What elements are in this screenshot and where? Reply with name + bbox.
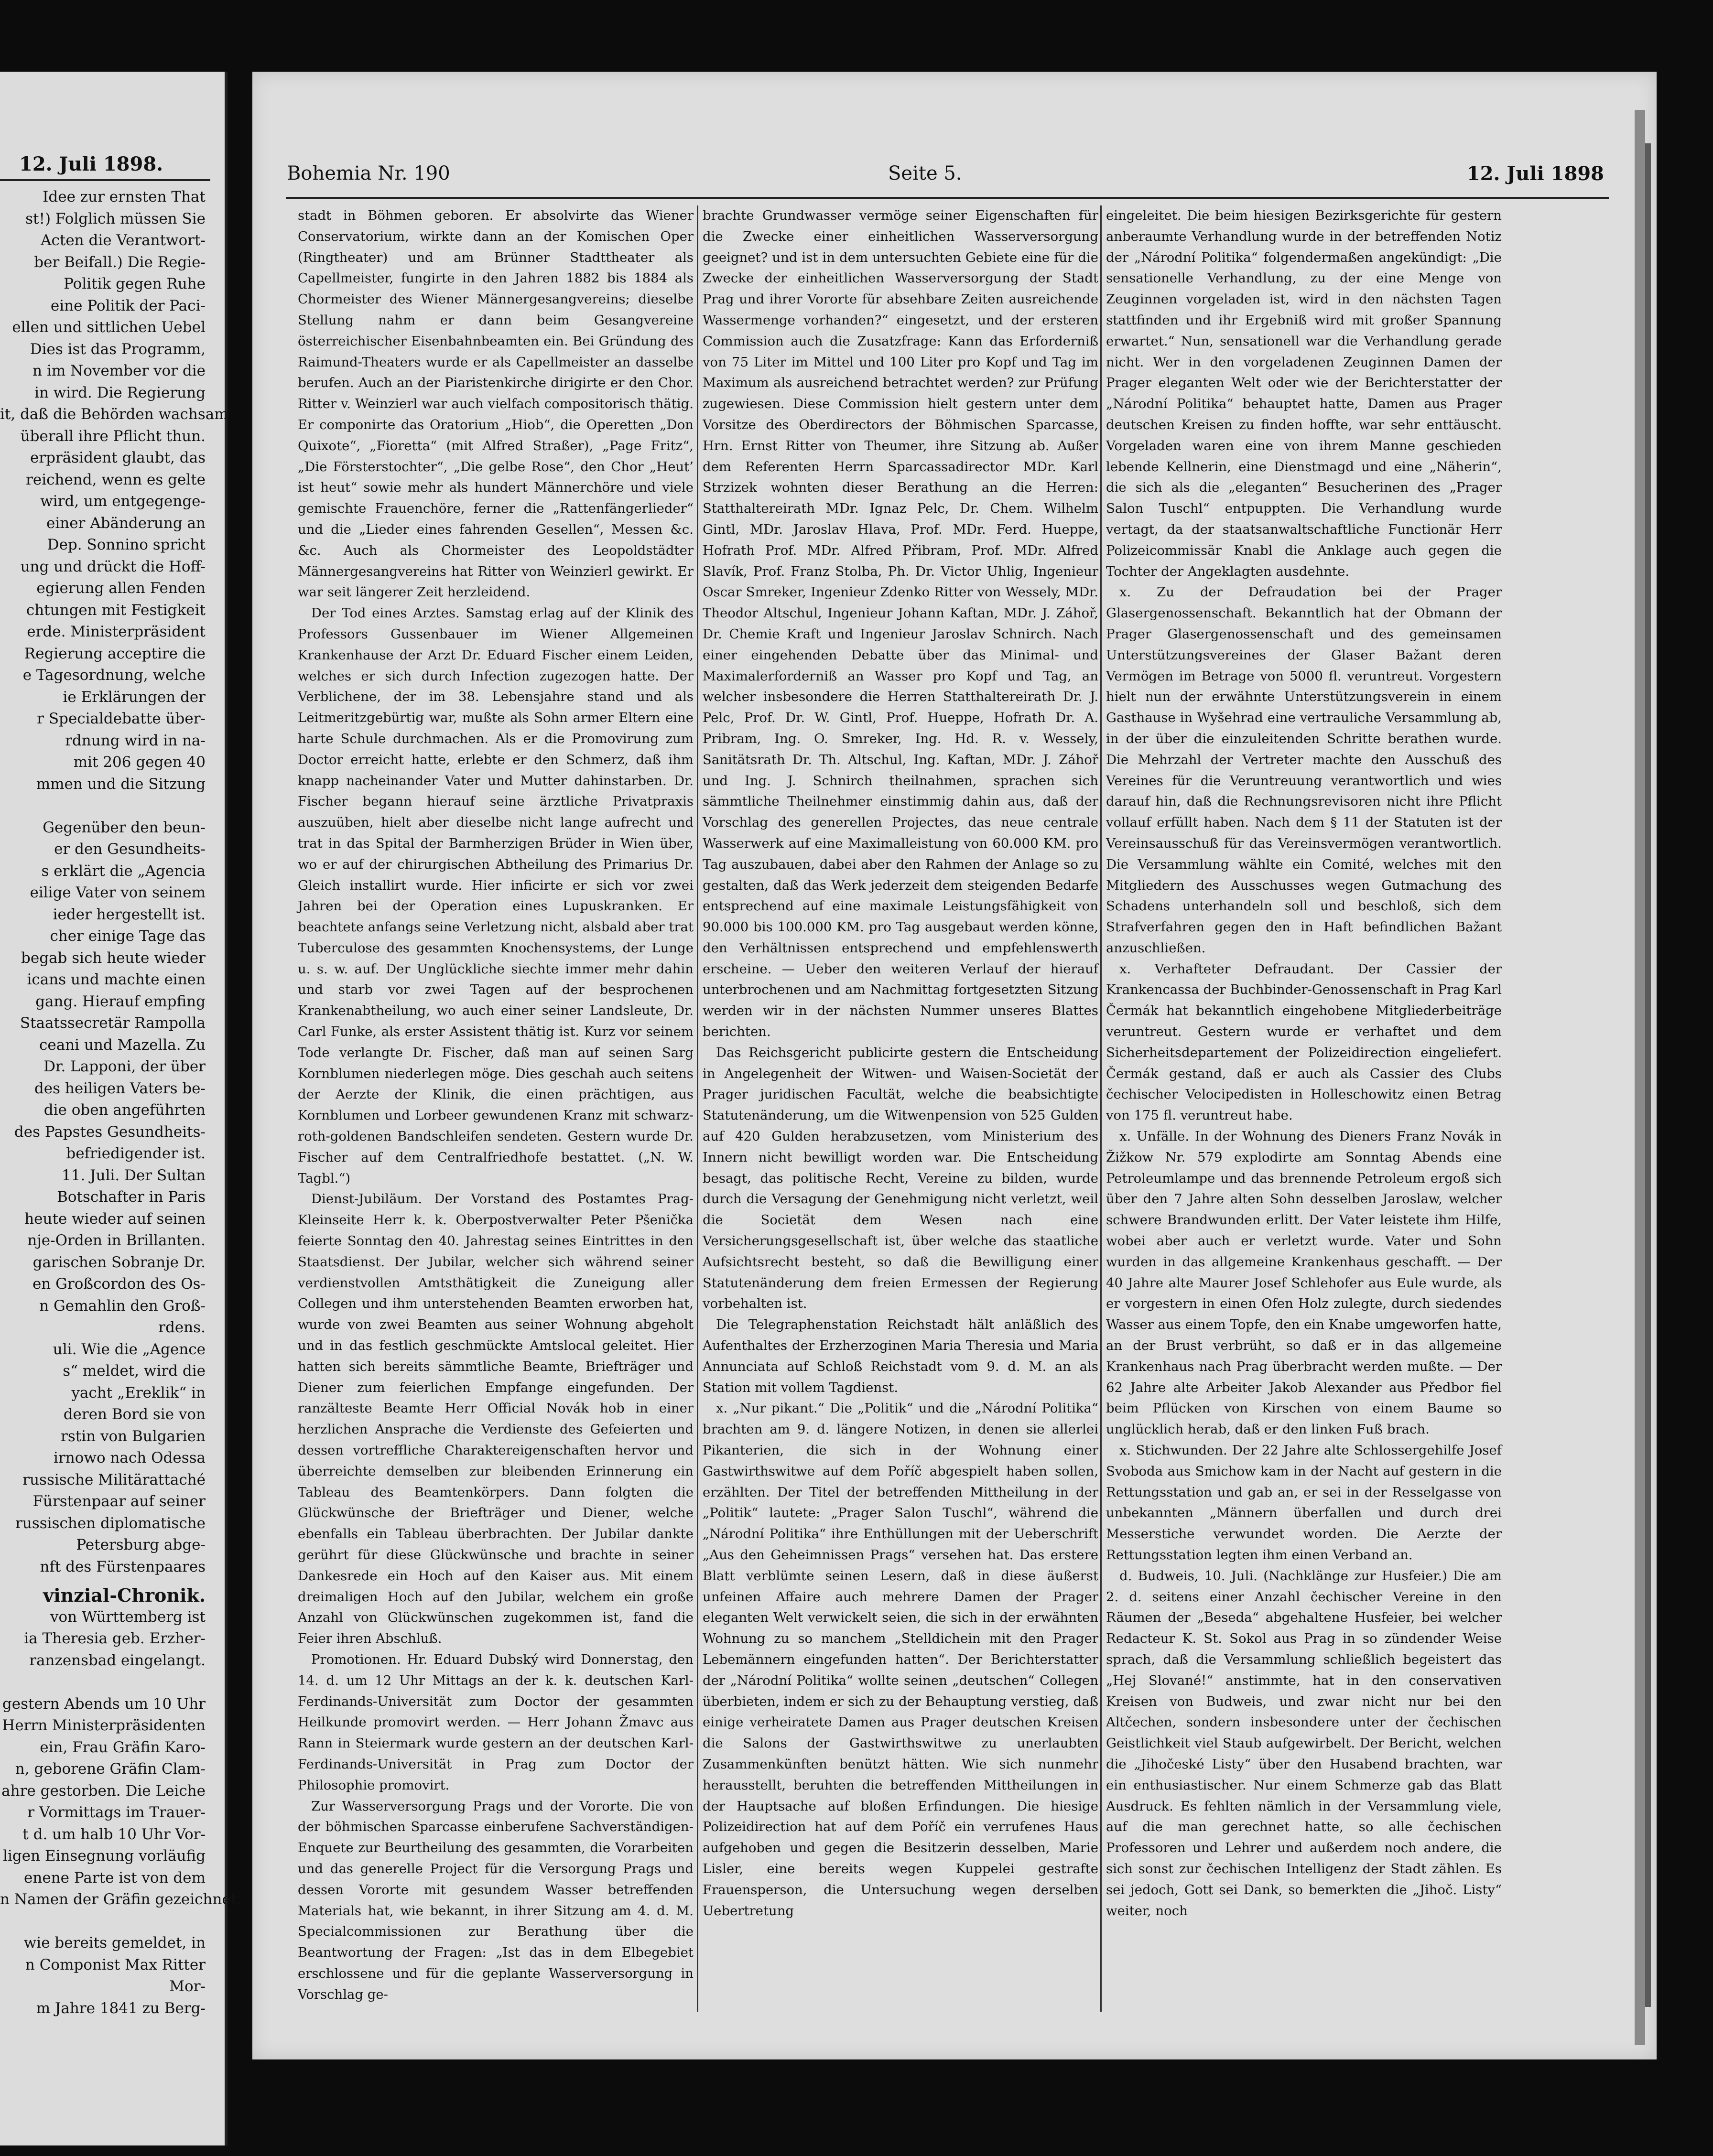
text-line: uli. Wie die „Agence <box>53 1340 206 1358</box>
article-paragraph: eingeleitet. Die beim hiesigen Bezirksgerichte für gestern anberaumte Verhandlung wurde in der betreffenden Notiz der „Národní Politika“ folgendermaßen angekündigt: „Die sensationelle Verhandlung, zu der eine Menge von Zeuginnen vorgeladen ist, wird in den nächsten Tagen stattfinden und ihr Ergebniß wird mit großer Spannung erwartet.“ Nun, sensationell war die Verhandlung gerade nicht. Wer in den vorgeladenen Zeuginnen Damen der Prager eleganten Welt oder wie der Berichterstatter der „Národní Politika“ behauptet hatte, Damen aus Prager deutschen Kreisen zu finden hoffte, war sehr enttäuscht. Vorgeladen waren eine von ihrem Manne geschieden lebende Kellnerin, eine Dienstmagd und eine „Näherin“, die sich als die „eleganten“ Besucherinen des „Prager Salon Tuschl“ entpuppten. Die Verhandlung wurde vertagt, da der staatsanwaltschaftliche Functionär Herr Polizeicommissär Knabl die Anklage auch gegen die Tochter der Angeklagten ausdehnte. <box>1106 208 1502 579</box>
text-line: russische Militärattaché <box>22 1471 206 1488</box>
text-line: ahre gestorben. Die Leiche <box>1 1782 206 1800</box>
text-line <box>0 1671 206 1693</box>
text-line: ceani und Mazella. Zu <box>39 1036 206 1054</box>
article-paragraph: x. Stichwunden. Der 22 Jahre alte Schlossergehilfe Josef Svoboda aus Smichow kam in der Nacht auf gestern in die Rettungsstation und gab an, er sei in der Resselgasse von unbekannten „Männern überfallen und durch drei Messerstiche verwundet worden. Die Aerzte der Rettungsstation legten ihm einen Verband an. <box>1106 1443 1502 1563</box>
text-line: icans und machte einen <box>27 971 206 988</box>
previous-page-fragment <box>0 72 242 2145</box>
text-line: erpräsident glaubt, das <box>30 449 206 466</box>
text-line: ie Erklärungen der <box>63 688 206 706</box>
text-line: ia Theresia geb. Erzher- <box>24 1630 206 1647</box>
text-line: ung und drückt die Hoff- <box>20 558 206 575</box>
text-line: heute wieder auf seinen <box>24 1210 206 1228</box>
column-divider <box>697 205 698 2012</box>
text-line: cher einige Tage das <box>50 927 206 945</box>
text-line: st!) Folglich müssen Sie <box>25 210 206 227</box>
text-line: er den Gesundheits- <box>54 841 206 858</box>
text-line: Herrn Ministerpräsidenten <box>2 1717 206 1734</box>
text-line: erde. Ministerpräsident <box>27 623 206 640</box>
text-line <box>0 795 206 817</box>
article-paragraph: Zur Wasserversorgung Prags und der Vororte. Die von der böhmischen Sparcasse einberufene Sachverständigen-Enquete zur Beurtheilung des gesammten, die Vorarbeiten und das generelle Project für die Versorgung Prags und dessen Vororte mit gesundem Wasser betreffenden Materials hat, wie bekannt, in ihrer Sitzung am 4. d. M. Specialcommissionen zur Berathung über die Beantwortung der Fragen: „Ist das in dem Elbegebiet erschlossene und für die geplante Wasserversorgung in Vorschlag ge- <box>298 1798 694 2002</box>
running-head <box>252 162 1657 191</box>
text-line: Acten die Verantwort- <box>41 232 206 249</box>
article-paragraph: x. Unfälle. In der Wohnung des Dieners Franz Novák in Žižkow Nr. 579 explodirte am Sonntag Abends eine Petroleumlampe und das brennende Petroleum ergoß sich über den 7 Jahre alten Sohn desselben Jaroslaw, welcher schwere Brandwunden erlitt. Der Vater leistete ihm Hilfe, wobei aber auch er verletzt wurde. Vater und Sohn wurden in das allgemeine Krankenhaus geschafft. — Der 40 Jahre alte Maurer Josef Schlehofer aus Eule wurde, als er vorgestern in einen Ofen Holz zulegte, durch siedendes Wasser aus einem Topfe, den ein Knabe umgeworfen hatte, an der Brust verbrüht, so daß er in das allgemeine Krankenhaus nach Prag überbracht werden mußte. — Der 62 Jahre alte Arbeiter Jakob Alexander aus Předbor fiel beim Pflücken von Kirschen von einem Baume so unglücklich herab, daß er den linken Fuß brach. <box>1106 1129 1502 1437</box>
text-line: nje-Orden in Brillanten. <box>27 1232 206 1249</box>
text-line: des heiligen Vaters be- <box>34 1079 206 1097</box>
text-line: eilige Vater von seinem <box>30 884 206 901</box>
text-line: n, geborene Gräfin Clam- <box>15 1760 206 1778</box>
previous-page-column <box>0 186 242 2019</box>
header-rule <box>286 197 1609 199</box>
paper-title: Bohemia Nr. 190 <box>287 162 450 184</box>
text-line: ber Beifall.) Die Regie- <box>34 253 206 271</box>
text-line: des Papstes Gesundheits- <box>14 1123 206 1141</box>
text-line: Regierung acceptire die <box>24 645 206 662</box>
text-line: rdnung wird in na- <box>65 732 206 749</box>
text-line: von Württemberg ist <box>50 1608 206 1626</box>
text-line: r Vormittags im Trauer- <box>27 1804 206 1821</box>
text-line: yacht „Ereklik“ in <box>71 1384 206 1401</box>
article-paragraph: x. „Nur pikant.“ Die „Politik“ und die „Národní Politika“ brachten am 9. d. längere Notizen, in denen sie allerlei Pikanterien, die sich in der Wohnung einer Gastwirthswitwe auf dem Poříč abgespielt haben sollen, erzählten. Der Titel der betreffenden Mittheilung in der „Politik“ lautete: „Prager Salon Tuschl“, während die „Národní Politika“ ihre Enthüllungen mit der Ueberschrift „Aus den Geheimnissen Prags“ versehen hat. Das erstere Blatt verblümte seinen Lesern, daß in diese äußerst unfeinen Affaire auch mehrere Damen der Prager eleganten Welt verwickelt seien, die sich in der erwähnten Wohnung zu so manchem „Stelldichein mit den Prager Lebemännern eingefunden hatten“. Der Berichterstatter der „Národní Politika“ wollte seinen „deutschen“ Collegen überbieten, indem er sich zu der Behauptung verstieg, daß einige verheiratete Damen aus Prager deutschen Kreisen die Salons der Gastwirthswitwe zu unerlaubten Zusammenkünften benützt hätten. Wie sich nunmehr herausstellt, beruhten die betreffenden Mittheilungen in der Hauptsache auf bloßen Erfindungen. Die hiesige Polizeidirection hat auf dem Poříč ein verrufenes Haus aufgehoben und gegen die Besitzerin desselben, Marie Lisler, eine bereits wegen Kuppelei gestrafte Frauensperson, die Untersuchung wegen derselben Uebertretung <box>703 1401 1098 1919</box>
text-line: deren Bord sie von <box>63 1406 206 1423</box>
text-line: wird, um entgegenge- <box>40 493 206 510</box>
text-line: n Gemahlin den Groß- <box>39 1297 206 1315</box>
text-line: Petersburg abge- <box>76 1536 206 1553</box>
page-stack-edge <box>1645 143 1651 2007</box>
article-paragraph: Die Telegraphenstation Reichstadt hält anläßlich des Aufenthaltes der Erzherzoginen Maria Theresia und Maria Annunciata auf Schloß Reichstadt vom 9. d. M. an als Station mit vollem Tagdienst. <box>703 1317 1098 1395</box>
text-line: s“ meldet, wird die <box>63 1362 206 1380</box>
article-paragraph: stadt in Böhmen geboren. Er absolvirte das Wiener Conservatorium, wirkte dann an der Komischen Oper (Ringtheater) und am Brünner Stadttheater als Capellmeister, fungirte in den Jahren 1882 bis 1884 als Chormeister des Wiener Männergesangvereins; dieselbe Stellung nahm er dann beim Gesangvereine österreichischer Eisenbahnbeamten ein. Bei Gründung des Raimund-Theaters wurde er als Capellmeister an dasselbe berufen. Auch an der Piaristenkirche dirigirte er den Chor. Ritter v. Weinzierl war auch vielfach compositorisch thätig. Er componirte das Oratorium „Hiob“, die Operetten „Don Quixote“, „Fioretta“ (mit Alfred Straßer), „Page Fritz“, „Die Försterstochter“, „Die gelbe Rose“, den Chor „Heut’ ist heut“ sowie mehr als hundert Männerchöre und viele gemischte Frauenchöre, ferner die „Rattenfängerlieder“ und die „Lieder eines fahrenden Gesellen“, Messen &c. &c. Auch als Chormeister des Leopoldstädter Männergesangvereins hat Ritter von Weinzierl gewirkt. Er war seit längerer Zeit herzleidend. <box>298 208 694 600</box>
article-paragraph: brachte Grundwasser vermöge seiner Eigenschaften für die Zwecke einer einheitlichen Wasserversorgung geeignet? und ist in dem untersuchten Gebiete eine für die Zwecke der einheitlichen Wasserversorgung der Stadt Prag und ihrer Vororte für absehbare Zeiten ausreichende Wassermenge vorhanden?“ eingesetzt, und der ersteren Commission auch die Zusatzfrage: Kann das Erforderniß von 75 Liter im Mittel und 100 Liter pro Kopf und Tag im Maximum als ausreichend betrachtet werden? zur Prüfung zugewiesen. Diese Commission hielt gestern unter dem Vorsitze des Oberdirectors der Böhmischen Sparcasse, Hrn. Ernst Ritter von Theumer, ihre Sitzung ab. Außer dem Referenten Herrn Sparcassadirector MDr. Karl Strzizek wohnten dieser Berathung an die Herren: Statthaltereirath MDr. Ignaz Pelc, Dr. Chem. Wilhelm Gintl, MDr. Jaroslav Hlava, Prof. MDr. Ferd. Hueppe, Hofrath Prof. MDr. Alfred Přibram, Prof. MDr. Alfred Slavík, Prof. Franz Stolba, Ph. Dr. Victor Uhlig, Ingenieur Oscar Smreker, Ingenieur Zdenko Ritter von Wessely, MDr. Theodor Altschul, Ingenieur Johann Kaftan, MDr. J. Záhoř, Dr. Chemie Kraft und Ingenieur Jaroslav Schnirch. Nach einer eingehenden Debatte über das Minimal- und Maximalerforderniß an Wasser pro Kopf und Tag, an welcher insbesondere die Herren Statthaltereirath Dr. J. Pelc, Prof. Dr. W. Gintl, Prof. Hueppe, Hofrath Dr. A. Pribram, Ing. O. Smreker, Ing. Hd. R. v. Wessely, Sanitätsrath Dr. Th. Altschul, Ing. Kaftan, MDr. J. Záhoř und Ing. J. Schnirch theilnahmen, sprachen sich sämmtliche Theilnehmer einstimmig dahin aus, daß der Vorschlag des generellen Projectes, das neue centrale Wasserwerk auf eine Maximalleistung von 60.000 KM. pro Tag auszubauen, dabei aber den Rahmen der Anlage so zu gestalten, daß das Werk jederzeit dem steigenden Bedarfe entsprechend auf eine maximale Leistungsfähigkeit von 90.000 bis 100.000 KM. pro Tag ausgebaut werden könne, den Verhältnissen entsprechend und empfehlenswerth erscheine. — Ueber den weiteren Verlauf der hierauf unterbrochenen und am Nachmittag fortgesetzten Sitzung werden wir in der nächsten Nummer unseres Blattes berichten. <box>703 208 1098 1040</box>
text-line: ranzensbad eingelangt. <box>29 1651 206 1669</box>
text-line: Politik gegen Ruhe <box>64 275 206 292</box>
text-line: enene Parte ist von dem <box>24 1869 206 1886</box>
text-line <box>0 1911 206 1933</box>
column-2 <box>703 205 1098 2021</box>
text-line: gang. Hierauf empfing <box>35 992 206 1010</box>
article-paragraph: Das Reichsgericht publicirte gestern die Entscheidung in Angelegenheit der Witwen- und Waisen-Societät der Prager juridischen Facultät, welche die beabsichtigte Statutenänderung, um die Witwenpension von 525 Gulden auf 420 Gulden herabzusetzen, vom Ministerium des Innern nicht bewilligt worden war. Die Entscheidung besagt, das politische Recht, Vereine zu bilden, wurde durch die Versagung der Genehmigung nicht verletzt, weil die Societät dem Wesen nach eine Versicherungsgesellschaft ist, über welche das staatliche Aufsichtsrecht besteht, so daß die Bewilligung einer Statutenänderung dem freien Ermessen der Regierung vorbehalten ist. <box>703 1045 1098 1312</box>
text-line: egierung allen Fenden <box>36 580 206 597</box>
text-line: irnowo nach Odessa <box>54 1449 206 1466</box>
column-divider <box>1100 205 1102 2012</box>
article-paragraph: x. Verhafteter Defraudant. Der Cassier der Krankencassa der Buchbinder-Genossenschaft in Prag Karl Čermák hat bekanntlich eingehobene Mitgliederbeiträge veruntreut. Gestern wurde er verhaftet und dem Sicherheitsdepartement der Polizeidirection eingeliefert. Čermák gestand, daß er auch als Cassier des Clubs čechischer Velocipedisten in Holleschowitz einen Betrag von 175 fl. veruntreut habe. <box>1106 961 1502 1123</box>
text-line: Dep. Sonnino spricht <box>47 536 206 553</box>
text-line: garischen Sobranje Dr. <box>33 1253 206 1271</box>
article-paragraph: x. Zu der Defraudation bei der Prager Glasergenossenschaft. Bekanntlich hat der Obmann der Prager Glasergenossenschaft und des gemeinsamen Unterstützungsvereines der Glaser Bažant deren Vermögen im Betrage von 5000 fl. veruntreut. Vorgestern hielt nun der erwähnte Unterstützungsverein in einem Gasthause in Wyšehrad eine vertrauliche Versammlung ab, in der über die einzuleitenden Schritte berathen wurde. Die Mehrzahl der Vertreter machte den Ausschuß des Vereines für die Veruntreuung verantwortlich und wies darauf hin, daß die Rechnungsrevisoren nicht ihre Pflicht vollauf erfüllt haben. Nach dem § 11 der Statuten ist der Vereinsausschuß für das Vereinsvermögen verantwortlich. Die Versammlung wählte ein Comité, welches mit den Mitgliedern des Ausschusses wegen Gutmachung des Schadens unterhandeln soll und beschloß, sich dem Strafverfahren gegen den in Haft befindlichen Bažant anzuschließen. <box>1106 584 1502 956</box>
text-line: r Specialdebatte über- <box>37 710 206 727</box>
text-line: einer Abänderung an <box>46 514 206 532</box>
text-line: rstin von Bulgarien <box>61 1427 206 1445</box>
text-line: Dr. Lapponi, der über <box>43 1058 206 1075</box>
page-stack-edge <box>1635 110 1645 2045</box>
text-line: mit 206 gegen 40 <box>73 754 206 771</box>
text-line: wie bereits gemeldet, in <box>23 1934 206 1951</box>
previous-page-date: 12. Juli 1898. <box>19 153 163 175</box>
text-line: Gegenüber den beun- <box>43 819 206 836</box>
text-line: russischen diplomatische <box>15 1514 206 1532</box>
text-line: eine Politik der Paci- <box>50 297 206 314</box>
article-paragraph: Dienst-Jubiläum. Der Vorstand des Postamtes Prag-Kleinseite Herr k. k. Oberpostverwalter Peter Pšenička feierte Sonntag den 40. Jahrestag seines Eintrittes in den Staatsdienst. Der Jubilar, welcher sich während seiner verdienstvollen Amtsthätigkeit die Zuneigung aller Collegen und ihm unterstehenden Beamten erworben hat, wurde von zwei Beamten aus seiner Wohnung abgeholt und in das festlich geschmückte Amtslocal geleitet. Hier hatten sich bereits sämmtliche Beamte, Briefträger und Diener zum feierlichen Empfange eingefunden. Der ranzälteste Beamte Herr Official Novák hob in einer herzlichen Ansprache die Verdienste des Gefeierten und dessen vortreffliche Charaktereigenschaften hervor und überreichte demselben zur bleibenden Erinnerung ein Tableau des Beamtenkörpers. Dann folgten die Glückwünsche der Briefträger und Diener, welche ebenfalls ein Tableau überbrachten. Der Jubilar dankte gerührt für diese Glückwünsche und brachte in seiner Dankesrede ein Hoch auf den Kaiser aus. Mit einem dreimaligen Hoch auf den Jubilar, welchem ein große Anzahl von Glückwünschen zugekommen ist, fand die Feier ihren Abschluß. <box>298 1191 694 1647</box>
text-line: chtungen mit Festigkeit <box>26 601 206 619</box>
text-line: ligen Einsegnung vorläufig <box>3 1847 206 1865</box>
text-line: gestern Abends um 10 Uhr <box>2 1695 206 1713</box>
text-line: die oben angeführten <box>43 1101 206 1119</box>
text-line: m Jahre 1841 zu Berg- <box>36 1999 206 2017</box>
text-line: it, daß die Behörden wachsam <box>0 406 228 423</box>
text-line: Fürstenpaar auf seiner <box>33 1493 206 1510</box>
text-line: überall ihre Pflicht thun. <box>20 427 206 445</box>
previous-page-header-rule <box>0 179 210 181</box>
article-paragraph: Der Tod eines Arztes. Samstag erlag auf der Klinik des Professors Gussenbauer im Wiener Allgemeinen Krankenhause der Arzt Dr. Eduard Fischer einem Leiden, welches er sich durch Infection zugezogen hatte. Der Verblichene, der im 38. Lebensjahre stand und als Leitmeritzgebürtig war, mußte als Sohn armer Eltern eine harte Schule durchmachen. Als er die Promovirung zum Doctor erreicht hatte, erlebte er den Schmerz, daß ihm knapp nacheinander Vater und Mutter dahinstarben. Dr. Fischer begann hierauf seine ärztliche Privatpraxis auszuüben, hielt aber dieselbe nicht lange aufrecht und trat in das Spital der Barmherzigen Brüder in Wien über, wo er auf der chirurgischen Abtheilung des Primarius Dr. Gleich installirt wurde. Hier inficirte er sich vor zwei Jahren bei der Operation eines Lupuskranken. Er beachtete anfangs seine Verletzung nicht, alsbald aber trat Tuberculose des gesammten Knochensystems, der Lunge u. s. w. auf. Der Unglückliche siechte immer mehr dahin und starb vor zwei Tagen auf der besprochenen Krankenabtheilung, wo auch einer seiner Landsleute, Dr. Carl Funke, als erster Assistent thätig ist. Kurz vor seinem Tode verlangte Dr. Fischer, daß man auf seinen Sarg Kornblumen niederlegen möge. Dies geschah auch seitens der Aerzte der Klinik, die einen prächtigen, aus Kornblumen und Lorbeer gewundenen Kranz mit schwarz-roth-goldenen Bandschleifen sendeten. Gestern wurde Dr. Fischer auf dem Centralfriedhofe bestattet. („N. W. Tagbl.“) <box>298 605 694 1186</box>
article-paragraph: d. Budweis, 10. Juli. (Nachklänge zur Husfeier.) Die am 2. d. seitens einer Anzahl čechischer Vereine in den Räumen der „Beseda“ abgehaltene Husfeier, bei welcher Redacteur K. St. Sokol aus Prag in so zündender Weise sprach, daß die Versammlung schließlich begeistert das „Hej Slované!“ anstimmte, hat in den conservativen Kreisen von Budweis, und zwar nicht nur bei den Altčechen, sondern insbesondere unter der čechischen Geistlichkeit viel Staub aufgewirbelt. Der Bericht, welchen die „Jihočeské Listy“ über den Husabend brachten, war ein enthusiastischer. Nur einem Schmerze gab das Blatt Ausdruck. Es fehlten nämlich in der Versammlung viele, auf die man gerechnet hatte, so alle čechischen Professoren und Lehrer und außerdem noch andere, die sich sonst zur čechischen Intelligenz der Stadt zählen. Es sei jedoch, Gott sei Dank, so bemerkten die „Jihoč. Listy“ weiter, noch <box>1106 1568 1502 1919</box>
text-line: begab sich heute wieder <box>21 949 206 967</box>
text-line: mmen und die Sitzung <box>36 775 206 793</box>
text-line: Staatssecretär Rampolla <box>20 1014 206 1032</box>
text-line: Mor- <box>169 1978 206 1995</box>
text-line: t d. um halb 10 Uhr Vor- <box>22 1825 206 1843</box>
text-line: reichend, wenn es gelte <box>26 471 206 488</box>
column-3 <box>1106 205 1502 2021</box>
previous-page-lines <box>0 186 228 1578</box>
text-line: ieder hergestellt ist. <box>53 906 206 923</box>
text-line: s erklärt die „Agencia <box>41 862 206 880</box>
issue-date: 12. Juli 1898 <box>1466 162 1604 185</box>
text-line: n Componist Max Ritter <box>25 1956 206 1973</box>
article-paragraph: Promotionen. Hr. Eduard Dubský wird Donnerstag, den 14. d. um 12 Uhr Mittags an der k. k. deutschen Karl-Ferdinands-Universität zum Doctor der gesammten Heilkunde promovirt werden. — Herr Johann Žmavc aus Rann in Steiermark wurde gestern an der deutschen Karl-Ferdinands-Universität in Prag zum Doctor der Philosophie promovirt. <box>298 1651 694 1793</box>
text-line: Idee zur ernsten That <box>43 188 206 205</box>
text-line: e Tagesordnung, welche <box>22 667 206 684</box>
text-line: Botschafter in Paris <box>57 1188 206 1206</box>
column-1 <box>298 205 694 2021</box>
text-line: en Großcordon des Os- <box>32 1275 206 1293</box>
text-line: ein, Frau Gräfin Karo- <box>40 1738 206 1756</box>
text-line: n im November vor die <box>33 362 206 379</box>
previous-page-chronik-title: vinzial-Chronik. <box>43 1585 206 1606</box>
page-number: Seite 5. <box>888 162 962 184</box>
text-line: ellen und sittlichen Uebel <box>12 319 206 336</box>
previous-page-chronik-lines <box>0 1606 242 2020</box>
text-line: befriedigender ist. <box>66 1145 206 1162</box>
newspaper-page <box>252 72 1657 2059</box>
text-line: rdens. <box>158 1319 206 1336</box>
text-line: n Namen der Gräfin gezeichnet. <box>0 1891 242 1908</box>
text-line: in wird. Die Regierung <box>34 384 206 401</box>
text-line: 11. Juli. Der Sultan <box>62 1166 206 1184</box>
text-line: nft des Fürstenpaares <box>40 1558 206 1575</box>
text-line: Dies ist das Programm, <box>30 340 206 358</box>
